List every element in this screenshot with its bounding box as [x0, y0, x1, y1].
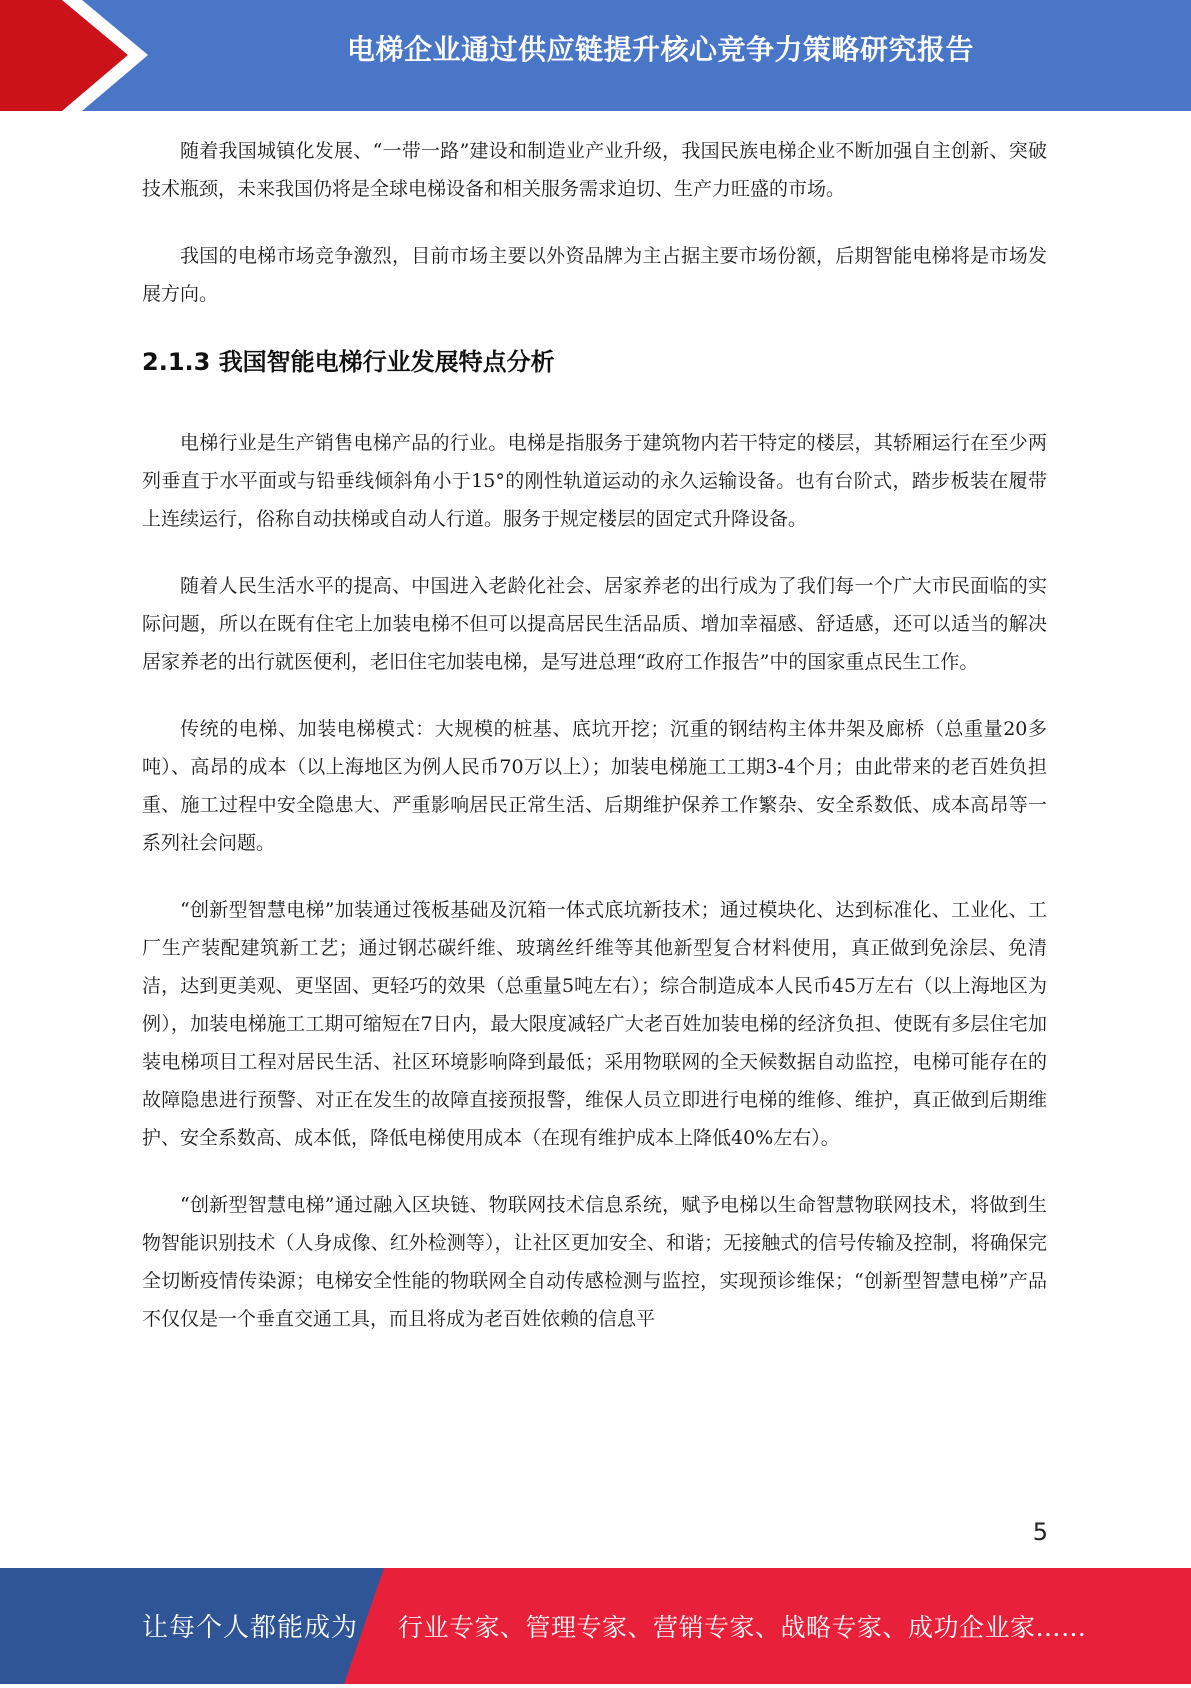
body-paragraph: 传统的电梯、加装电梯模式：大规模的桩基、底坑开挖；沉重的钢结构主体井架及廊桥（总重量20多吨）、高昂的成本（以上海地区为例人民币70万以上）；加装电梯施工工期3-4个月；由此带来的老百姓负担重、施工过程中安全隐患大、严重影响居民正常生活、后期维护保养工作繁杂、安全系数低、成本高昂等一系列社会问题。	[142, 718, 1047, 854]
page-header	[0, 0, 1191, 111]
footer-slogan-right: 行业专家、管理专家、营销专家、战略专家、成功企业家……	[398, 1613, 1087, 1642]
section-heading: 2.1.3 我国智能电梯行业发展特点分析	[142, 348, 555, 376]
document-title: 电梯企业通过供应链提升核心竞争力策略研究报告	[346, 33, 974, 66]
page-body	[142, 132, 1047, 1367]
body-paragraph: “创新型智慧电梯”加装通过筏板基础及沉箱一体式底坑新技术；通过模块化、达到标准化、工业化、工厂生产装配建筑新工艺；通过钢芯碳纤维、玻璃丝纤维等其他新型复合材料使用，真正做到免涂层、免清洁，达到更美观、更坚固、更轻巧的效果（总重量5吨左右）；综合制造成本人民币45万左右（以上海地区为例），加装电梯施工工期可缩短在7日内，最大限度减轻广大老百姓加装电梯的经济负担、使既有多层住宅加装电梯项目工程对居民生活、社区环境影响降到最低；采用物联网的全天候数据自动监控，电梯可能存在的故障隐患进行预警、对正在发生的故障直接预报警，维保人员立即进行电梯的维修、维护，真正做到后期维护、安全系数高、成本低，降低电梯使用成本（在现有维护成本上降低40%左右）。	[142, 899, 1047, 1149]
page-number: 5	[1032, 1518, 1048, 1546]
footer-slogan-left: 让每个人都能成为	[142, 1613, 359, 1643]
body-paragraph: 电梯行业是生产销售电梯产品的行业。电梯是指服务于建筑物内若干特定的楼层，其轿厢运行在至少两列垂直于水平面或与铅垂线倾斜角小于15°的刚性轨道运动的永久运输设备。也有台阶式，踏步板装在履带上连续运行，俗称自动扶梯或自动人行道。服务于规定楼层的固定式升降设备。	[142, 432, 1047, 530]
body-paragraph: 随着人民生活水平的提高、中国进入老龄化社会、居家养老的出行成为了我们每一个广大市民面临的实际问题，所以在既有住宅上加装电梯不但可以提高居民生活品质、增加幸福感、舒适感，还可以适当的解决居家养老的出行就医便利，老旧住宅加装电梯，是写进总理“政府工作报告”中的国家重点民生工作。	[142, 575, 1047, 673]
body-paragraph: 我国的电梯市场竞争激烈，目前市场主要以外资品牌为主占据主要市场份额，后期智能电梯将是市场发展方向。	[142, 245, 1047, 305]
body-paragraph: 随着我国城镇化发展、“一带一路”建设和制造业产业升级，我国民族电梯企业不断加强自主创新、突破技术瓶颈，未来我国仍将是全球电梯设备和相关服务需求迫切、生产力旺盛的市场。	[142, 140, 1047, 200]
body-paragraph: “创新型智慧电梯”通过融入区块链、物联网技术信息系统，赋予电梯以生命智慧物联网技术，将做到生物智能识别技术（人身成像、红外检测等），让社区更加安全、和谐；无接触式的信号传输及控制，将确保完全切断疫情传染源；电梯安全性能的物联网全自动传感检测与监控，实现预诊维保；“创新型智慧电梯”产品不仅仅是一个垂直交通工具，而且将成为老百姓依赖的信息平	[142, 1194, 1047, 1330]
page-footer	[0, 1568, 1191, 1684]
